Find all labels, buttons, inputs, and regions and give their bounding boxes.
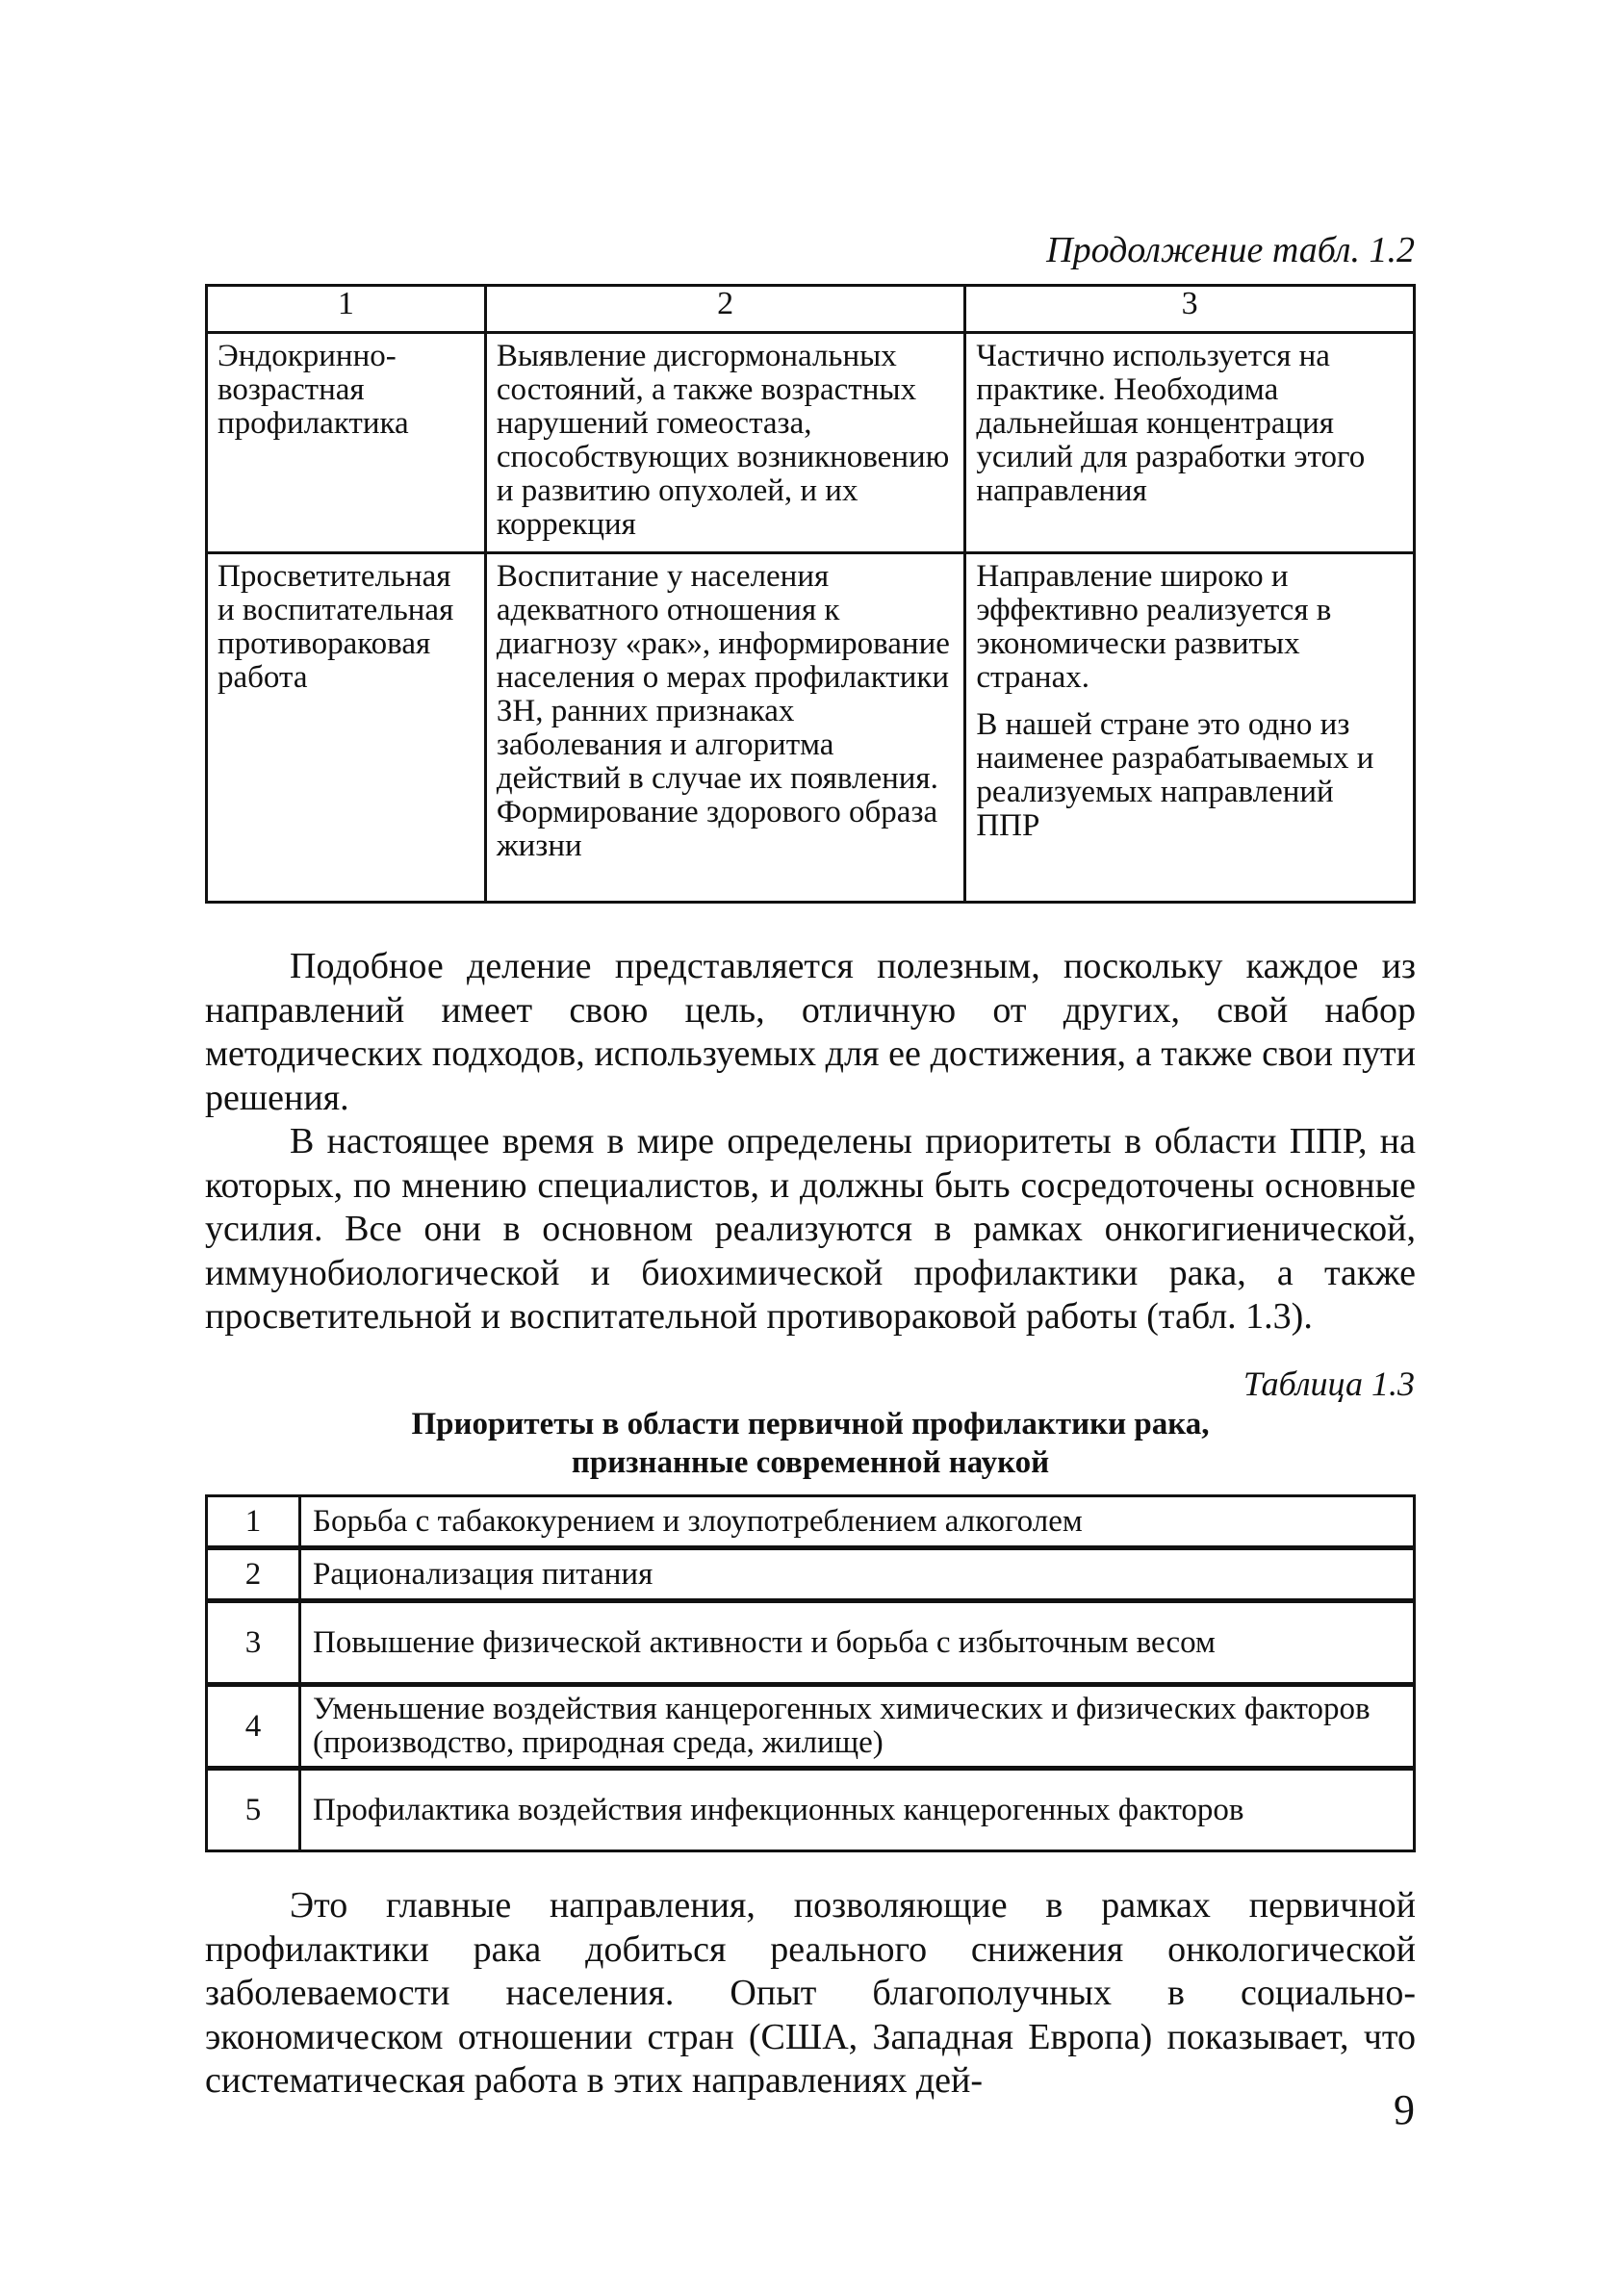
table-row [207, 1548, 1415, 1601]
column-header-3: 3 [965, 286, 1415, 333]
body-text-upper [205, 945, 1416, 1339]
table-label: Таблица 1.3 [1243, 1365, 1415, 1403]
table-row [207, 1769, 1415, 1851]
cell-paragraph: В нашей стране это одно из наименее разрабатываемых и реализуемых направлений ППР [976, 707, 1374, 843]
row-text: Профилактика воздействия инфекционных канцерогенных факторов [300, 1769, 1415, 1851]
table-row [207, 1496, 1415, 1548]
table-1-3 [205, 1494, 1416, 1852]
page-number: 9 [1394, 2086, 1415, 2133]
table-title-line: признанные современной наукой [571, 1445, 1050, 1480]
table-title-line: Приоритеты в области первичной профилактики рака, [411, 1407, 1210, 1441]
table-cell: Просветительная и воспитательная противораковая работа [207, 553, 486, 903]
column-header-1: 1 [207, 286, 486, 333]
paragraph: Это главные направления, позволяющие в рамках первичной профилактики рака добиться реального снижения онкологической заболеваемости населения. Опыт благополучных в социально-экономическом отношении стран (США, Западная Европа) показывает, что систематическая работа в этих направлениях дей- [205, 1885, 1416, 2101]
table-row [207, 553, 1415, 903]
table-continuation-label: Продолжение табл. 1.2 [1046, 230, 1415, 270]
row-number: 4 [207, 1685, 300, 1769]
table-1-2 [205, 284, 1416, 904]
table-row [207, 333, 1415, 553]
cell-paragraph: Частично используется на практике. Необходима дальнейшая концентрация усилий для разработки этого направления [976, 339, 1366, 508]
paragraph: Подобное деление представляется полезным, поскольку каждое из направлений имеет свою цель, отличную от других, свой набор методических подходов, используемых для ее достижения, а также свои пути решения. [205, 946, 1416, 1118]
table-cell: Воспитание у населения адекватного отношения к диагнозу «рак», информирование населения о мерах профилактики ЗН, ранних признаках заболевания и алгоритма действий в случае их появления. Формирование здорового образа жизни [485, 553, 964, 903]
row-number: 2 [207, 1548, 300, 1601]
row-text: Уменьшение воздействия канцерогенных химических и физических факторов (производство, природная среда, жилище) [300, 1685, 1415, 1769]
row-text: Рационализация питания [300, 1548, 1415, 1601]
row-number: 1 [207, 1496, 300, 1548]
table-row [207, 1601, 1415, 1685]
table-cell: Эндокринно-возрастная профилактика [207, 333, 486, 553]
table-row [207, 1685, 1415, 1769]
table-title [205, 1405, 1416, 1482]
body-text-lower [205, 1884, 1416, 2104]
table-header-row [207, 286, 1415, 333]
row-number: 3 [207, 1601, 300, 1685]
row-number: 5 [207, 1769, 300, 1851]
table-cell [965, 333, 1415, 553]
table-cell: Выявление дисгормональных состояний, а также возрастных нарушений гомеостаза, способствующих возникновению и развитию опухолей, и их коррекция [485, 333, 964, 553]
cell-paragraph: Направление широко и эффективно реализуется в экономически развитых странах. [976, 559, 1332, 695]
table-cell [965, 553, 1415, 903]
row-text: Повышение физической активности и борьба с избыточным весом [300, 1601, 1415, 1685]
paragraph: В настоящее время в мире определены приоритеты в области ППР, на которых, по мнению специалистов, и должны быть сосредоточены основные усилия. Все они в основном реализуются в рамках онкогигиенической, иммунобиологической и биохимической профилактики рака, а также просветительной и воспитательной противораковой работы (табл. 1.3). [205, 1121, 1416, 1337]
column-header-2: 2 [485, 286, 964, 333]
row-text: Борьба с табакокурением и злоупотреблением алкоголем [300, 1496, 1415, 1548]
